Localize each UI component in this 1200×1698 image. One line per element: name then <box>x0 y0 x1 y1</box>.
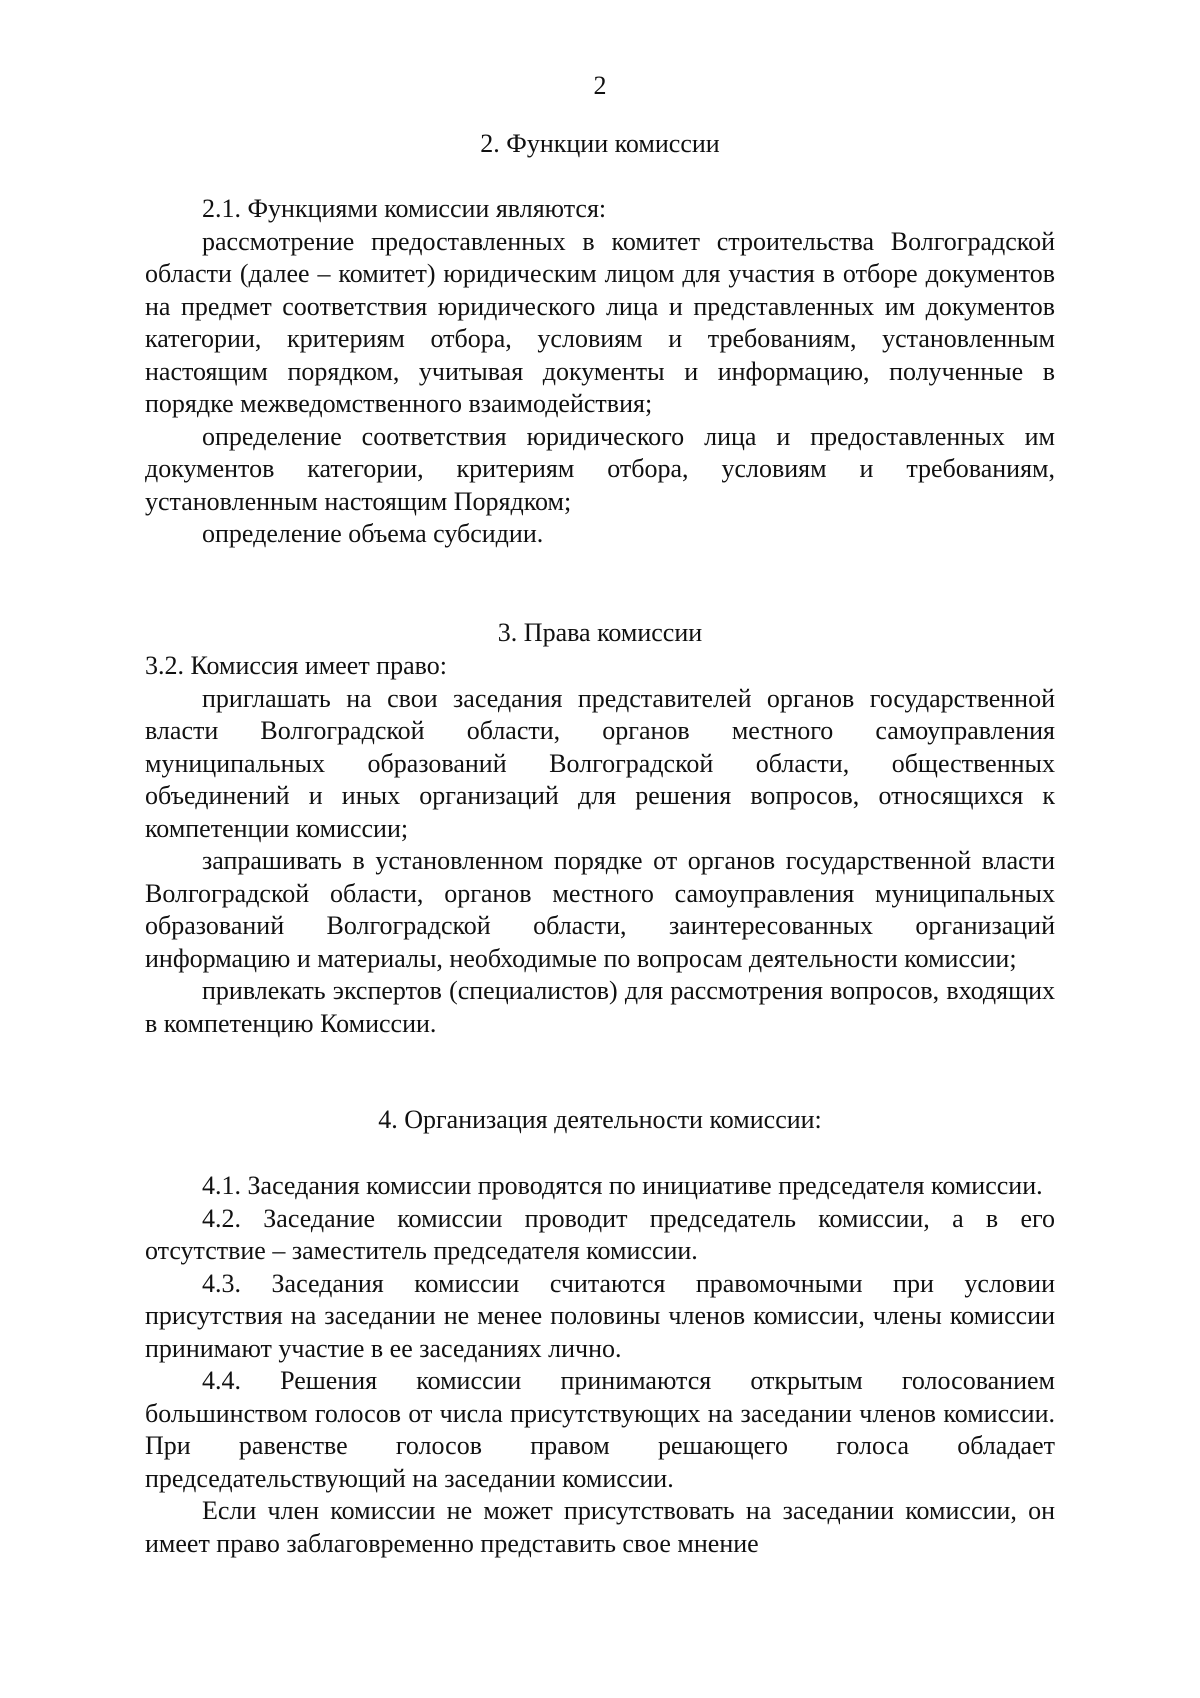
section-organization-body <box>145 1170 1055 1560</box>
section-heading-organization: 4. Организация деятельности комиссии: <box>378 1105 822 1134</box>
paragraph: определение соответствия юридического лица и предоставленных им документов категории, критериям отбора, условиям и требованиям, установленным настоящим Порядком; <box>145 421 1055 516</box>
paragraph: запрашивать в установленном порядке от органов государственной власти Волгоградской области, органов местного самоуправления муниципальных образований Волгоградской области, заинтересованных организаций информацию и материалы, необходимые по вопросам деятельности комиссии; <box>145 846 1055 973</box>
section-heading-rights: 3. Права комиссии <box>497 618 703 647</box>
paragraph: привлекать экспертов (специалистов) для рассмотрения вопросов, входящих в компетенцию Комиссии. <box>145 976 1055 1038</box>
paragraph: 4.4. Решения комиссии принимаются открытым голосованием большинством голосов от числа присутствующих на заседании членов комиссии. При равенстве голосов правом решающего голоса обладает председательствующий на заседании комиссии. <box>145 1366 1055 1493</box>
paragraph: определение объема субсидии. <box>202 519 544 548</box>
paragraph: рассмотрение предоставленных в комитет строительства Волгоградской области (далее – комитет) юридическим лицом для участия в отборе документов на предмет соответствия юридического лица и представленных им документов категории, критериям отбора, условиям и требованиям, установленным настоящим порядком, учитывая документы и информацию, полученные в порядке межведомственного взаимодействия; <box>145 226 1055 418</box>
paragraph: 4.3. Заседания комиссии считаются правомочными при условии присутствия на заседании не менее половины членов комиссии, члены комиссии принимают участие в ее заседаниях лично. <box>145 1268 1055 1363</box>
paragraph: 4.2. Заседание комиссии проводит председатель комиссии, а в его отсутствие – заместитель председателя комиссии. <box>145 1203 1055 1265</box>
section-rights-body <box>145 650 1055 1040</box>
paragraph: 2.1. Функциями комиссии являются: <box>202 194 607 223</box>
section-heading-functions: 2. Функции комиссии <box>480 129 720 158</box>
page-number: 2 <box>593 71 607 100</box>
paragraph: Если член комиссии не может присутствовать на заседании комиссии, он имеет право заблаговременно представить свое мнение <box>145 1496 1055 1558</box>
section-functions-body <box>145 193 1055 551</box>
paragraph-lead: 3.2. Комиссия имеет право: <box>145 651 447 680</box>
paragraph: 4.1. Заседания комиссии проводятся по инициативе председателя комиссии. <box>202 1171 1043 1200</box>
paragraph: приглашать на свои заседания представителей органов государственной власти Волгоградской области, органов местного самоуправления муниципальных образований Волгоградской области, общественных объединений и иных организаций для решения вопросов, относящихся к компетенции комиссии; <box>145 683 1055 843</box>
